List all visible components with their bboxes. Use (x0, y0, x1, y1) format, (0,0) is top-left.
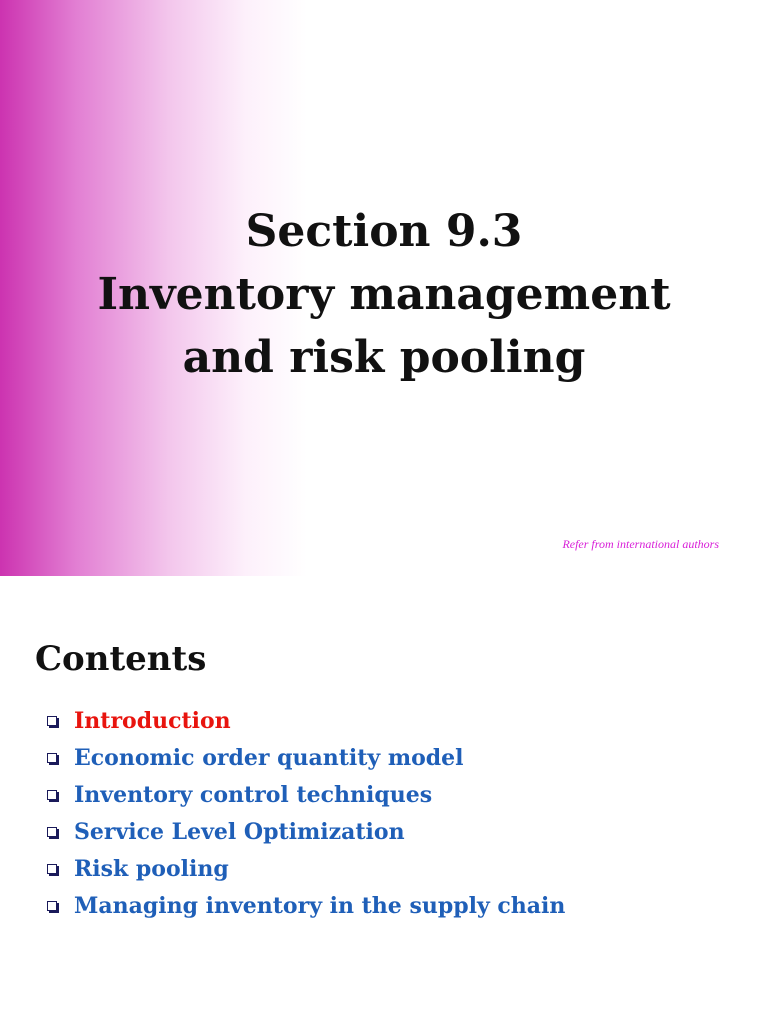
contents-slide (0, 576, 768, 1024)
credit-note: Refer from international authors (562, 537, 719, 551)
contents-item-label: Introduction (74, 707, 231, 734)
contents-item-introduction[interactable] (47, 702, 565, 739)
contents-item-supply-chain[interactable] (47, 887, 565, 924)
contents-item-eoq-model[interactable] (47, 739, 565, 776)
square-bullet-icon (47, 716, 57, 726)
contents-item-label: Inventory control techniques (74, 781, 433, 808)
square-bullet-icon (47, 901, 57, 911)
title-line-1: Section 9.3 (245, 206, 523, 257)
contents-item-service-level[interactable] (47, 813, 565, 850)
contents-list (47, 702, 565, 924)
title-line-3: and risk pooling (182, 332, 586, 383)
contents-item-label: Risk pooling (74, 855, 229, 882)
contents-item-label: Economic order quantity model (74, 744, 464, 771)
square-bullet-icon (47, 753, 57, 763)
title-line-2: Inventory management (97, 269, 671, 320)
contents-item-label: Managing inventory in the supply chain (74, 892, 566, 919)
contents-item-inventory-control[interactable] (47, 776, 565, 813)
slide-title (0, 200, 768, 389)
square-bullet-icon (47, 827, 57, 837)
contents-heading: Contents (35, 639, 207, 679)
contents-item-risk-pooling[interactable] (47, 850, 565, 887)
square-bullet-icon (47, 864, 57, 874)
contents-item-label: Service Level Optimization (74, 818, 405, 845)
square-bullet-icon (47, 790, 57, 800)
